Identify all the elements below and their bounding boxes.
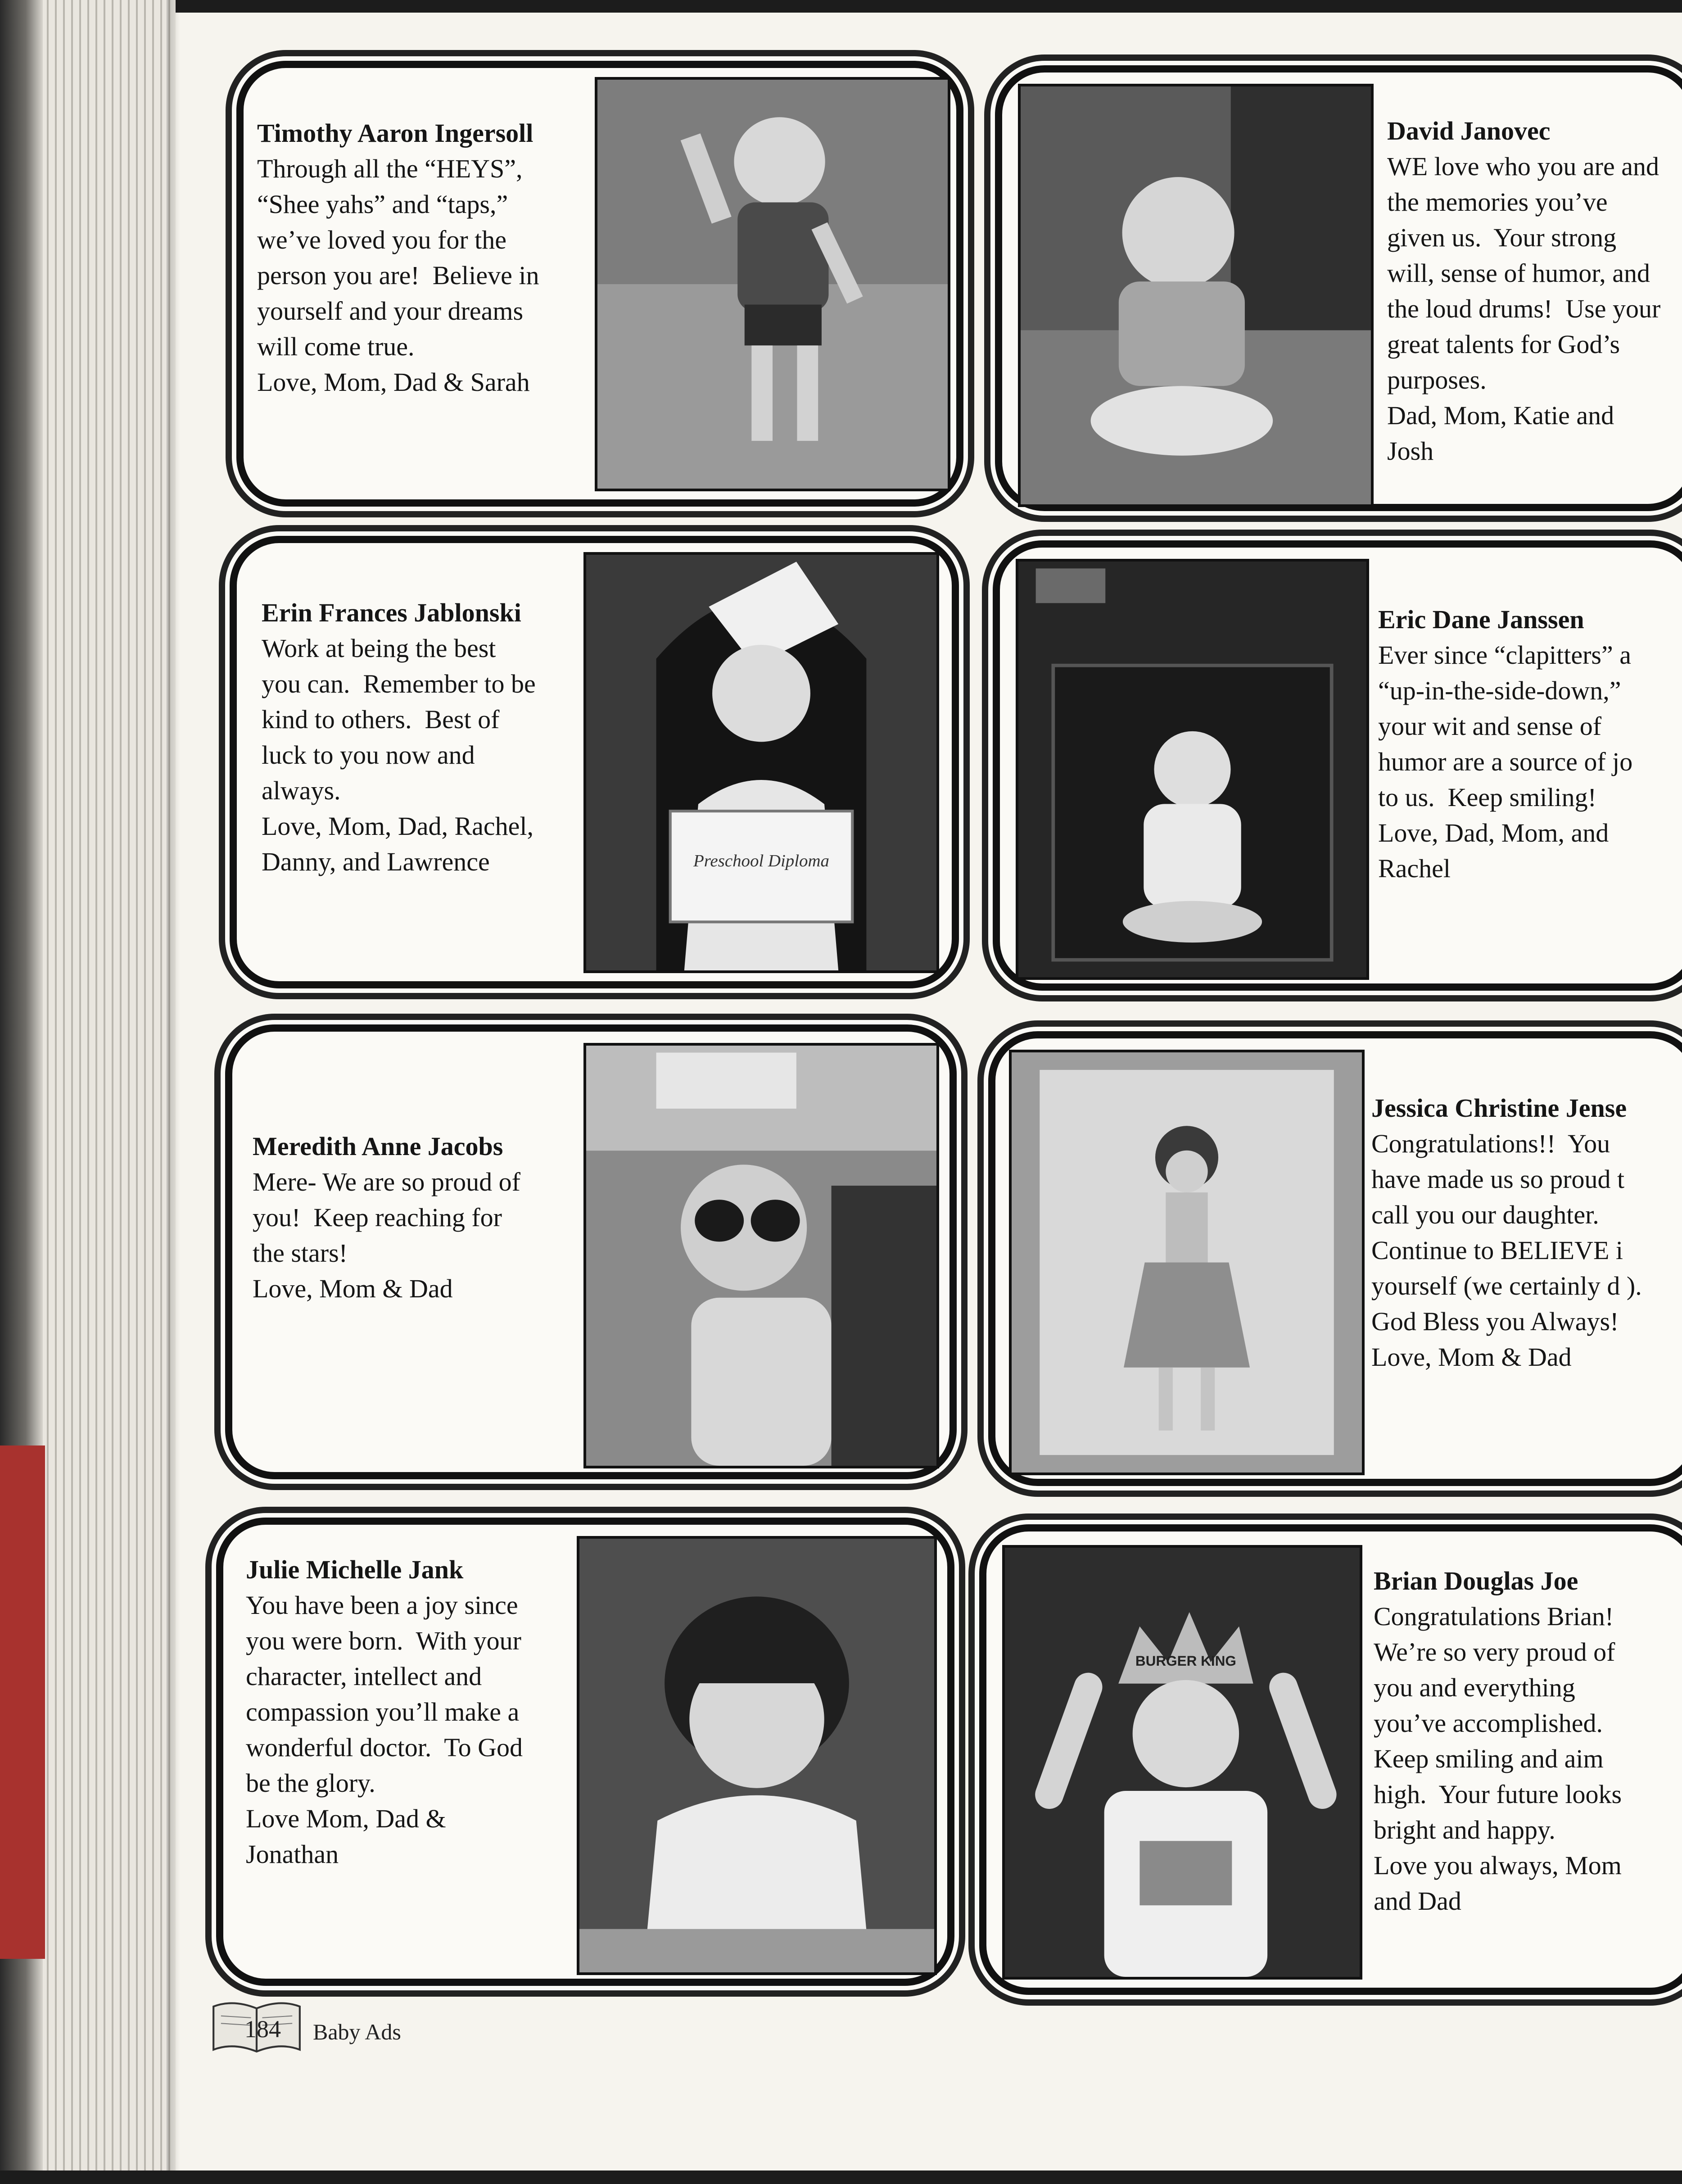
baby-ad-card-brian — [979, 1524, 1682, 1995]
ad-message: You have been a joy since you were born. With your character, intellect and compassion you’ll make a wonderful doctor. To God be the glory. — [246, 1590, 523, 1798]
baby-photo — [595, 77, 950, 491]
ad-name: Brian Douglas Joe — [1374, 1566, 1578, 1595]
page-number: 184 — [244, 2016, 281, 2043]
photo-crown-text: BURGER KING — [1135, 1652, 1236, 1669]
ad-signature: Love, Mom & Dad — [253, 1274, 453, 1303]
ad-caption — [1371, 1090, 1682, 1375]
page-gutter-shadow — [167, 0, 180, 2184]
ad-name: Julie Michelle Jank — [246, 1555, 464, 1584]
red-bookmark-band — [0, 1445, 45, 1959]
ad-caption — [257, 115, 599, 400]
baby-ad-card-meredith — [225, 1024, 957, 1479]
ad-message: Through all the “HEYS”, “Shee yahs” and “taps,” we’ve loved you for the person you are! Believe in yourself and your dreams will come true. — [257, 154, 539, 361]
baby-ad-card-timothy — [236, 61, 963, 507]
section-title: Baby Ads — [313, 2019, 401, 2044]
ad-signature: Love, Mom & Dad — [1371, 1342, 1572, 1372]
ad-name: Eric Dane Janssen — [1378, 605, 1584, 634]
ad-name: David Janovec — [1387, 116, 1551, 145]
ad-message: Work at being the best you can. Remember to be kind to others. Best of luck to you now and always. — [262, 634, 536, 805]
ad-signature: Love Mom, Dad & Jonathan — [246, 1804, 446, 1869]
baby-photo — [577, 1536, 937, 1975]
baby-ad-card-julie — [216, 1518, 954, 1986]
top-page-edge — [0, 0, 1682, 13]
ad-caption — [262, 595, 595, 879]
ad-caption — [1387, 113, 1682, 469]
ad-message: Congratulations!! You have made us so proud t call you our daughter. Continue to BELIEVE i yourself (we certainly d ). God Bless you Always! — [1371, 1129, 1642, 1336]
baby-photo — [1002, 1545, 1362, 1980]
baby-photo — [583, 552, 939, 973]
ad-signature: Love, Mom, Dad, Rachel, Danny, and Lawrence — [262, 811, 534, 876]
bottom-page-edge — [0, 2170, 1682, 2184]
ad-signature: Love, Mom, Dad & Sarah — [257, 367, 530, 397]
ad-caption — [1378, 602, 1682, 886]
baby-photo — [1018, 84, 1374, 507]
baby-photo — [583, 1043, 939, 1468]
ad-caption — [246, 1552, 583, 1872]
ad-signature: Dad, Mom, Katie and Josh — [1387, 401, 1614, 466]
baby-ad-card-erin — [230, 536, 959, 988]
ad-name: Timothy Aaron Ingersoll — [257, 118, 534, 148]
ad-name: Jessica Christine Jense — [1371, 1093, 1627, 1123]
ad-caption — [253, 1128, 595, 1306]
page-footer — [209, 1997, 479, 2056]
ad-name: Meredith Anne Jacobs — [253, 1132, 503, 1161]
photo-diploma-text: Preschool Diploma — [693, 852, 829, 871]
ad-message: Congratulations Brian! We’re so very proud of you and everything you’ve accomplished. Keep smiling and aim high. Your future looks bright and happy. — [1374, 1602, 1622, 1844]
baby-ad-card-jessica — [988, 1031, 1682, 1486]
ad-message: WE love who you are and the memories you’ve given us. Your strong will, sense of humor, and the loud drums! Use your great talents for God’s purposes. — [1387, 152, 1661, 394]
baby-photo — [1016, 559, 1369, 980]
baby-ad-card-eric — [993, 540, 1682, 991]
ad-signature: Love you always, Mom and Dad — [1374, 1851, 1622, 1916]
baby-ad-card-david — [995, 65, 1682, 511]
ad-signature: Love, Dad, Mom, and Rachel — [1378, 818, 1609, 883]
baby-photo — [1009, 1050, 1365, 1475]
ad-name: Erin Frances Jablonski — [262, 598, 521, 627]
ad-message: Ever since “clapitters” a “up-in-the-side-down,” your wit and sense of humor are a source of jo to us. Keep smiling! — [1378, 640, 1633, 812]
ad-caption — [1374, 1563, 1682, 1919]
ad-message: Mere- We are so proud of you! Keep reaching for the stars! — [253, 1167, 520, 1268]
